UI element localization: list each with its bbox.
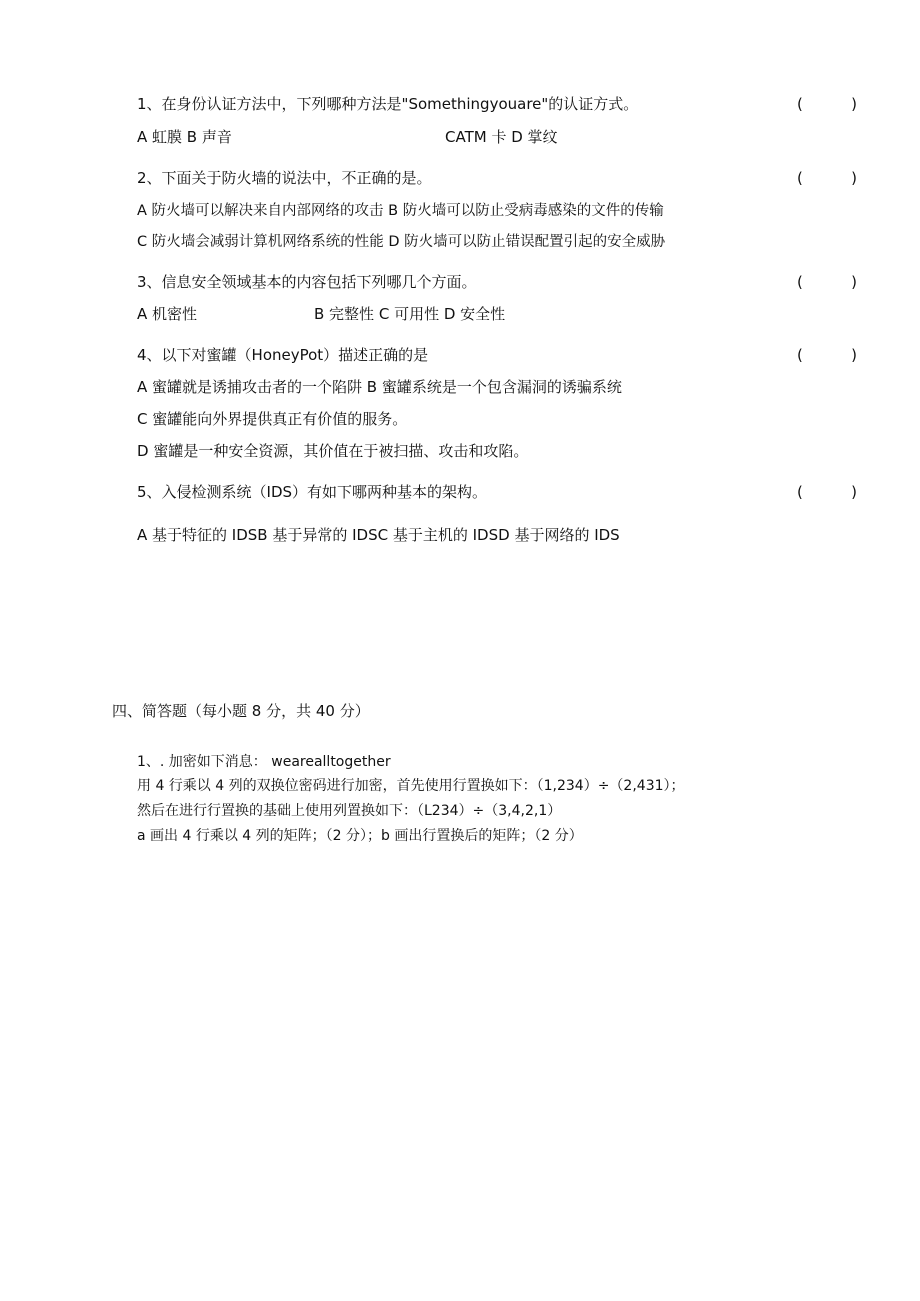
- question-2-stem: 2、下面关于防火墙的说法中，不正确的是。: [137, 169, 432, 187]
- question-3-stem: 3、信息安全领域基本的内容包括下列哪几个方面。: [137, 273, 477, 291]
- short-answer-1-column-permutation: 然后在进行行置换的基础上使用列置换如下：（L234）÷（3,4,2,1）: [137, 803, 562, 819]
- question-4-stem: 4、以下对蜜罐（HoneyPot）描述正确的是: [137, 346, 429, 364]
- short-answer-1-tasks: a 画出 4 行乘以 4 列的矩阵；（2 分）；b 画出行置换后的矩阵；（2 分）: [137, 828, 583, 844]
- paren-close: ): [851, 95, 857, 113]
- paren-open: (: [797, 346, 803, 364]
- question-2-option-cd: C 防火墙会减弱计算机网络系统的性能 D 防火墙可以防止错误配置引起的安全威胁: [137, 234, 666, 250]
- question-3-option-bcd: B 完整性 C 可用性 D 安全性: [314, 305, 506, 323]
- question-4-option-ab: A 蜜罐就是诱捕攻击者的一个陷阱 B 蜜罐系统是一个包含漏洞的诱骗系统: [137, 378, 622, 396]
- paren-close: ): [851, 169, 857, 187]
- section-4-title: 四、简答题（每小题 8 分，共 40 分）: [112, 702, 370, 720]
- question-5-options: A 基于特征的 IDSB 基于异常的 IDSC 基于主机的 IDSD 基于网络的 IDS: [137, 526, 620, 544]
- paren-open: (: [797, 273, 803, 291]
- question-1-stem: 1、在身份认证方法中，下列哪种方法是"Somethingyouare"的认证方式。: [137, 95, 639, 113]
- paren-close: ): [851, 483, 857, 501]
- question-4-option-c: C 蜜罐能向外界提供真正有价值的服务。: [137, 410, 408, 428]
- question-4-option-d: D 蜜罐是一种安全资源，其价值在于被扫描、攻击和攻陷。: [137, 442, 529, 460]
- short-answer-1-prompt: 1、. 加密如下消息： wearealltogether: [137, 754, 391, 770]
- paren-close: ): [851, 346, 857, 364]
- question-1-option-cd: CATM 卡 D 掌纹: [445, 128, 558, 146]
- paren-open: (: [797, 169, 803, 187]
- short-answer-1-row-permutation: 用 4 行乘以 4 列的双换位密码进行加密，首先使用行置换如下：（1,234）÷（2,431）；: [137, 778, 685, 794]
- paren-open: (: [797, 95, 803, 113]
- question-5-stem: 5、入侵检测系统（IDS）有如下哪两种基本的架构。: [137, 483, 488, 501]
- question-2-option-ab: A 防火墙可以解决来自内部网络的攻击 B 防火墙可以防止受病毒感染的文件的传输: [137, 203, 664, 219]
- paren-close: ): [851, 273, 857, 291]
- paren-open: (: [797, 483, 803, 501]
- question-3-option-a: A 机密性: [137, 305, 198, 323]
- question-1-option-ab: A 虹膜 B 声音: [137, 128, 232, 146]
